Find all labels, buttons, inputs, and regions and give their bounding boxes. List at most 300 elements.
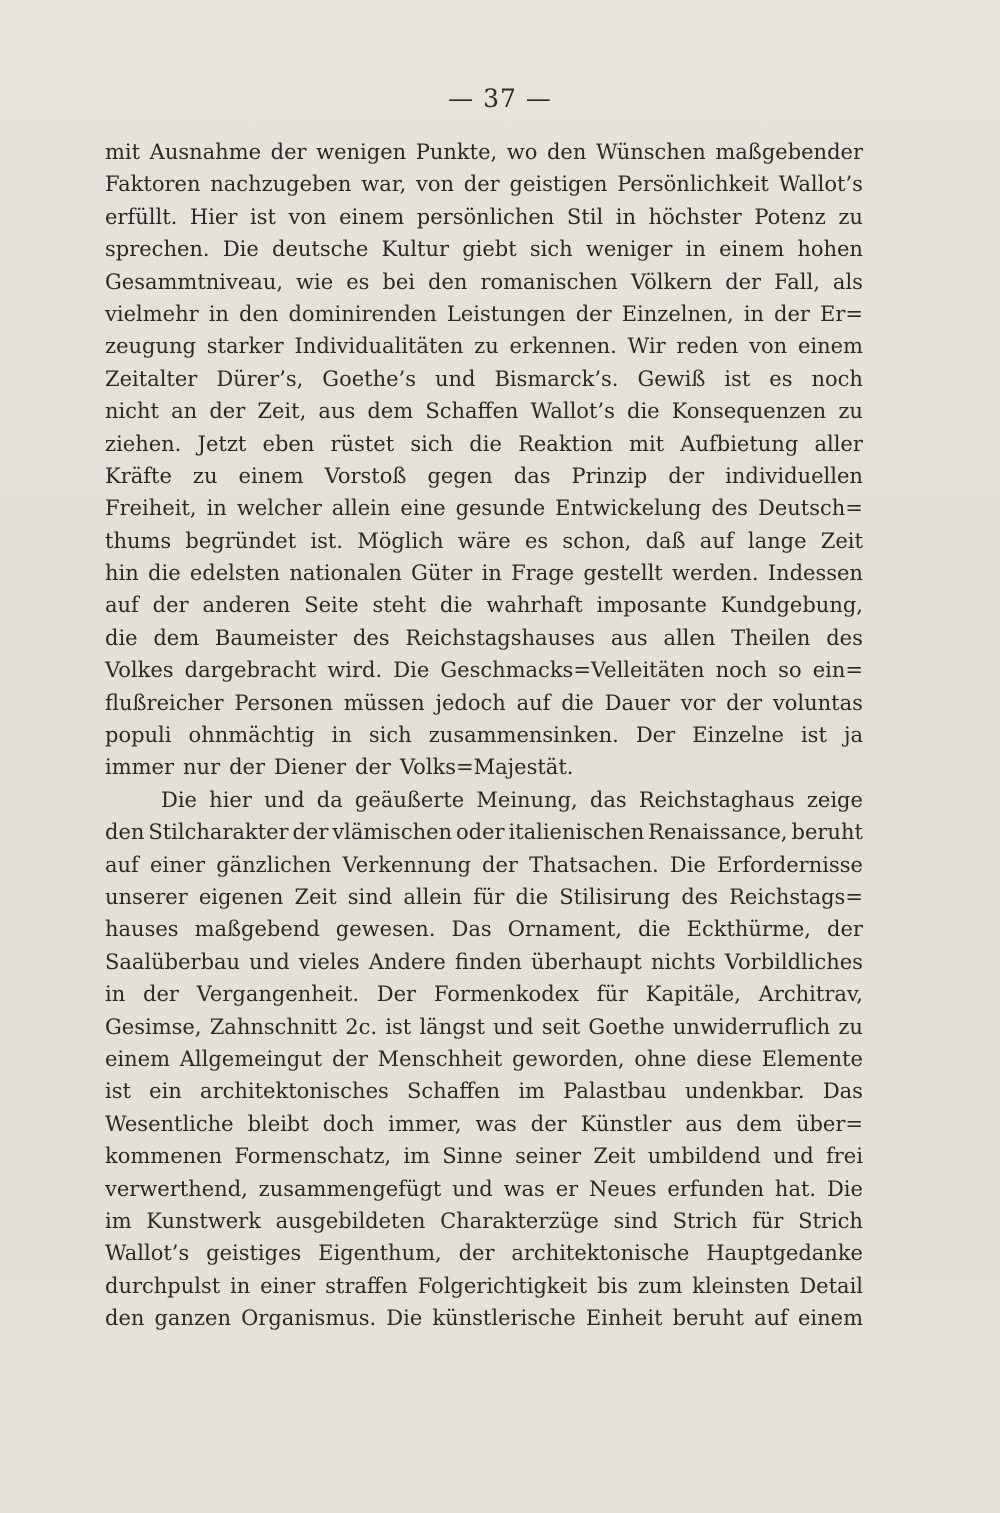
word: Entwickelung [555,496,702,521]
word: welcher [236,496,322,521]
word: Formenkodex [433,982,579,1007]
word: Dürer’s, [216,366,304,391]
word: der [229,755,266,780]
word: höchster [648,204,742,229]
text-line [105,363,863,395]
word: hier [209,787,252,812]
word: Prinzip [571,463,648,488]
word: vieles [298,949,360,974]
word: im [403,1144,431,1169]
word: Formenschatz, [234,1144,392,1169]
word: zum [637,1273,683,1298]
word: hohen [797,237,863,262]
word: Völkern [630,269,713,294]
body-text [105,136,863,1334]
word: ja [843,723,863,748]
word: die [105,625,138,650]
text-line [105,557,863,589]
word: der [143,982,179,1007]
word: auf [754,1306,788,1331]
word: mit [105,140,141,164]
text-line [105,719,863,751]
word: den [105,820,145,845]
word: einem [797,1306,863,1331]
word: für [473,884,505,909]
word: aller [814,431,863,456]
word: Menschheit [377,1046,503,1071]
word: bis [597,1273,629,1298]
word: sind [347,884,393,909]
word: zeige [806,787,863,812]
word: Leistungen [446,301,566,326]
word: vielmehr [105,301,199,326]
word: geworden, [511,1046,625,1071]
word: zeugung [105,334,196,359]
word: Faktoren [105,172,201,197]
text-line [105,654,863,686]
word: jedoch [435,690,506,715]
word: zusammensinken. [428,723,619,748]
word: schon, [562,528,632,553]
word: und [249,949,290,974]
word: immer, [388,1111,462,1136]
word: einem [339,204,405,229]
word: dem [736,1111,782,1136]
word: und [452,1176,493,1201]
word: für [752,1208,784,1233]
word: nationalen [289,561,402,586]
word: romanischen [480,269,618,294]
word: italienischen [508,820,645,845]
word: Schaffen [407,1079,501,1104]
word: eine [400,496,446,521]
word: nicht [105,399,159,424]
word: Die [222,237,259,262]
word: Reichstagshauses [405,625,596,650]
word: seit [541,1014,581,1039]
word: nichts [650,949,716,974]
word: wo [506,140,538,164]
text-line [105,1108,863,1140]
word: gesunde [455,496,546,521]
word: von [288,204,327,229]
word: über= [795,1111,863,1136]
text-line [105,881,863,913]
text-line [105,168,863,200]
word: begründet [185,528,297,553]
word: einer [149,852,206,877]
word: kommenen [105,1144,223,1169]
word: an [171,399,198,424]
word: Dauer [604,690,670,715]
word: Er= [820,301,863,326]
word: Renaissance, [648,820,788,845]
word: einem [719,237,785,262]
word: Kunstwerk [146,1208,261,1233]
text-line [105,233,863,265]
text-line [105,330,863,362]
word: Geschmacks=Velleitäten [440,658,705,683]
text-line [105,1075,863,1107]
word: populi [105,723,172,748]
word: Gesimse, [105,1014,202,1039]
word: erfunden [667,1176,765,1201]
word: Das [451,917,492,942]
word: des [826,625,863,650]
word: Kräfte [105,463,172,488]
word: Die [669,852,706,877]
word: Jetzt [197,431,247,456]
word: den [239,301,279,326]
word: persönlichen [416,204,555,229]
word: Die [386,1306,423,1331]
word: steht [372,593,427,618]
text-line [105,978,863,1010]
word: gewesen. [335,917,436,942]
text-line [105,136,863,168]
word: beruht [672,1306,744,1331]
word: Kundgebung, [720,593,863,618]
word: zu [192,463,218,488]
word: erkennen. [509,334,617,359]
text-line [105,1043,863,1075]
word: auf [105,593,139,618]
word: zu [474,334,499,359]
word: Zeitalter [105,366,198,391]
word: das [589,787,627,812]
text-line [105,525,863,557]
word: thums [105,528,172,553]
word: was [503,1176,545,1201]
word: des [352,625,390,650]
word: ohnmächtig [188,723,315,748]
word: Vorstoß [324,463,407,488]
word: Reaktion [518,431,613,456]
word: dominirenden [288,301,437,326]
word: von [415,172,454,197]
word: so [778,658,802,683]
word: ein [149,1079,182,1104]
text-line [105,266,863,298]
word: in [481,561,502,586]
word: Thatsachen. [529,852,659,877]
word: zu [838,1014,863,1039]
text-line [105,913,863,945]
word: auf [516,690,551,715]
word: Zahnschnitt [209,1014,338,1039]
word: starker [206,334,284,359]
text-line [105,1011,863,1043]
word: oder [455,820,505,845]
word: geistiges [206,1241,302,1266]
word: Persönlichkeit [617,172,769,197]
text-line [105,589,863,621]
word: Aufbietung [680,431,799,456]
word: Wallot’s [105,1241,190,1266]
word: Goethe [588,1014,665,1039]
word: unserer [105,884,188,909]
text-line [105,1140,863,1172]
word: zu [838,204,863,229]
word: Vorbildliches [724,949,863,974]
word: Stilisirung [559,884,671,909]
word: geäußerte [354,787,465,812]
word: giebt [462,237,517,262]
text-line [105,946,863,978]
word: der [209,399,246,424]
word: ziehen. [105,431,182,456]
word: straffen [325,1273,408,1298]
word: die [627,399,660,424]
word: Die [826,1176,863,1201]
word: vor [680,690,716,715]
word: noch [715,658,768,683]
word: Zeit, [257,399,307,424]
text-line [105,298,863,330]
word: Fall, [774,269,820,294]
word: Individualitäten [294,334,464,359]
word: Reichstags= [729,884,863,909]
word: verwerthend, [105,1176,248,1201]
word: in [615,204,637,229]
word: beruht [791,820,863,845]
word: wird. [327,658,383,683]
word: mit [629,431,665,456]
word: deutsche [272,237,369,262]
word: einem [105,1046,171,1071]
word: die [561,690,594,715]
word: Schaffen [425,399,519,424]
word: Neues [589,1176,657,1201]
word: der [482,852,518,877]
word: als [832,269,863,294]
word: den [105,1306,145,1331]
text-line [105,395,863,427]
word: Palastbau [563,1079,667,1104]
word: Stil [566,204,604,229]
word: Potenz [754,204,826,229]
word: der [331,1046,368,1071]
word: den [546,140,587,164]
word: rüstet [330,431,395,456]
word: Möglich [357,528,444,553]
word: und [493,1014,534,1039]
word: erfüllt. [105,204,178,229]
word: Wünschen [595,140,706,164]
word: Vergangenheit. [196,982,360,1007]
word: Charakterzüge [440,1208,599,1233]
word: Personen [234,690,333,715]
word: einer [260,1273,316,1298]
word: lange [747,528,807,553]
word: der [530,1111,567,1136]
word: Volks=Majestät. [399,755,574,780]
word: immer [105,755,175,780]
word: Strich [672,1208,738,1233]
word: ist [250,204,276,229]
word: Architrav, [758,982,863,1007]
word: der [270,140,307,164]
text-line [105,1237,863,1269]
text-line [105,1173,863,1205]
word: Der [635,723,676,748]
word: Indessen [767,561,863,586]
word: Meinung, [476,787,578,812]
text-line [105,201,863,233]
word: ist [800,723,827,748]
word: sprechen. [105,237,210,262]
text-line [105,1205,863,1237]
word: hin [105,561,139,586]
word: was [475,1111,517,1136]
word: in [208,301,229,326]
word: hat. [774,1176,817,1201]
word: in [230,1273,251,1298]
word: ist [385,1014,412,1039]
word: Künstler [580,1111,672,1136]
word: Baumeister [214,625,338,650]
word: Theilen [731,625,811,650]
text-line [105,751,863,783]
word: Strich [798,1208,863,1233]
word: weniger [585,237,673,262]
word: vlämischen [332,820,453,845]
word: nur [183,755,221,780]
word: umbildend [647,1144,761,1169]
word: Ausnahme [149,140,262,164]
word: den [428,269,468,294]
word: da [316,787,343,812]
word: in [743,301,764,326]
word: Bismarck’s. [494,366,619,391]
word: ist [724,366,751,391]
word: voluntas [772,690,863,715]
word: Andere [368,949,446,974]
word: der [355,755,391,780]
word: allen [663,625,716,650]
text-line [105,816,863,848]
word: im [518,1079,545,1104]
word: wahrhaft [486,593,583,618]
word: wie [296,269,334,294]
word: Das [822,1079,863,1104]
word: sich [368,723,412,748]
text-line [105,784,863,816]
word: geistigen [509,172,608,197]
word: frei [825,1144,863,1169]
word: Hauptgedanke [706,1241,863,1266]
word: der [575,301,612,326]
word: architektonische [511,1241,690,1266]
word: eigenen [198,884,284,909]
word: bei [382,269,416,294]
word: die [439,593,473,618]
word: der [292,820,329,845]
word: Güter [411,561,473,586]
word: sich [529,237,573,262]
word: für [596,982,629,1007]
word: Gesammtniveau, [105,269,284,294]
word: der [827,917,863,942]
word: künstlerische [432,1306,576,1331]
word: zusammengefügt [258,1176,442,1201]
word: eben [262,431,315,456]
word: der [463,172,500,197]
word: in [206,496,227,521]
word: auf [105,852,139,877]
word: anderen [202,593,291,618]
word: individuellen [725,463,863,488]
word: Die [393,658,430,683]
word: Zeit [593,1144,636,1169]
word: auf [699,528,734,553]
word: Die [161,787,197,812]
word: Wallot’s [530,399,615,424]
word: Reichstaghaus [638,787,795,812]
word: Volkes [105,658,174,683]
word: die [515,884,549,909]
word: maßgebender [715,140,863,164]
word: noch [811,366,863,391]
word: das [513,463,551,488]
word: aus [318,399,356,424]
word: ist [105,1079,131,1104]
word: der [668,463,705,488]
text-line [105,428,863,460]
word: in [331,723,352,748]
text-line [105,1302,863,1334]
word: Eigenthum, [318,1241,442,1266]
word: wenigen [316,140,407,164]
word: und [773,1144,814,1169]
word: kleinsten [692,1273,790,1298]
word: die [638,917,671,942]
word: Sinne [442,1144,503,1169]
word: es [769,366,793,391]
word: und [434,366,476,391]
word: der [726,690,763,715]
word: war, [361,172,407,197]
text-line [105,1270,863,1302]
word: Allgemeingut [179,1046,323,1071]
word: Deutsch= [758,496,863,521]
word: daß [645,528,686,553]
word: wäre [457,528,511,553]
word: doch [322,1111,375,1136]
word: Kultur [381,237,450,262]
word: ist. [310,528,343,553]
word: Wir [627,334,666,359]
word: einem [238,463,304,488]
word: Erfordernisse [716,852,863,877]
word: ganzen [154,1306,231,1331]
text-line [105,460,863,492]
word: dem [153,625,200,650]
word: unwiderruflich [672,1014,831,1039]
word: Diener [274,755,347,780]
word: Gewiß [637,366,706,391]
word: dargebracht [184,658,317,683]
word: Stilcharakter [148,820,289,845]
text-line [105,849,863,881]
word: hauses [105,917,179,942]
word: dem [367,399,414,424]
word: allein [403,884,462,909]
word: seiner [515,1144,582,1169]
word: Wallot’s [778,172,863,197]
word: gänzlichen [216,852,332,877]
word: Kapitäle, [645,982,741,1007]
